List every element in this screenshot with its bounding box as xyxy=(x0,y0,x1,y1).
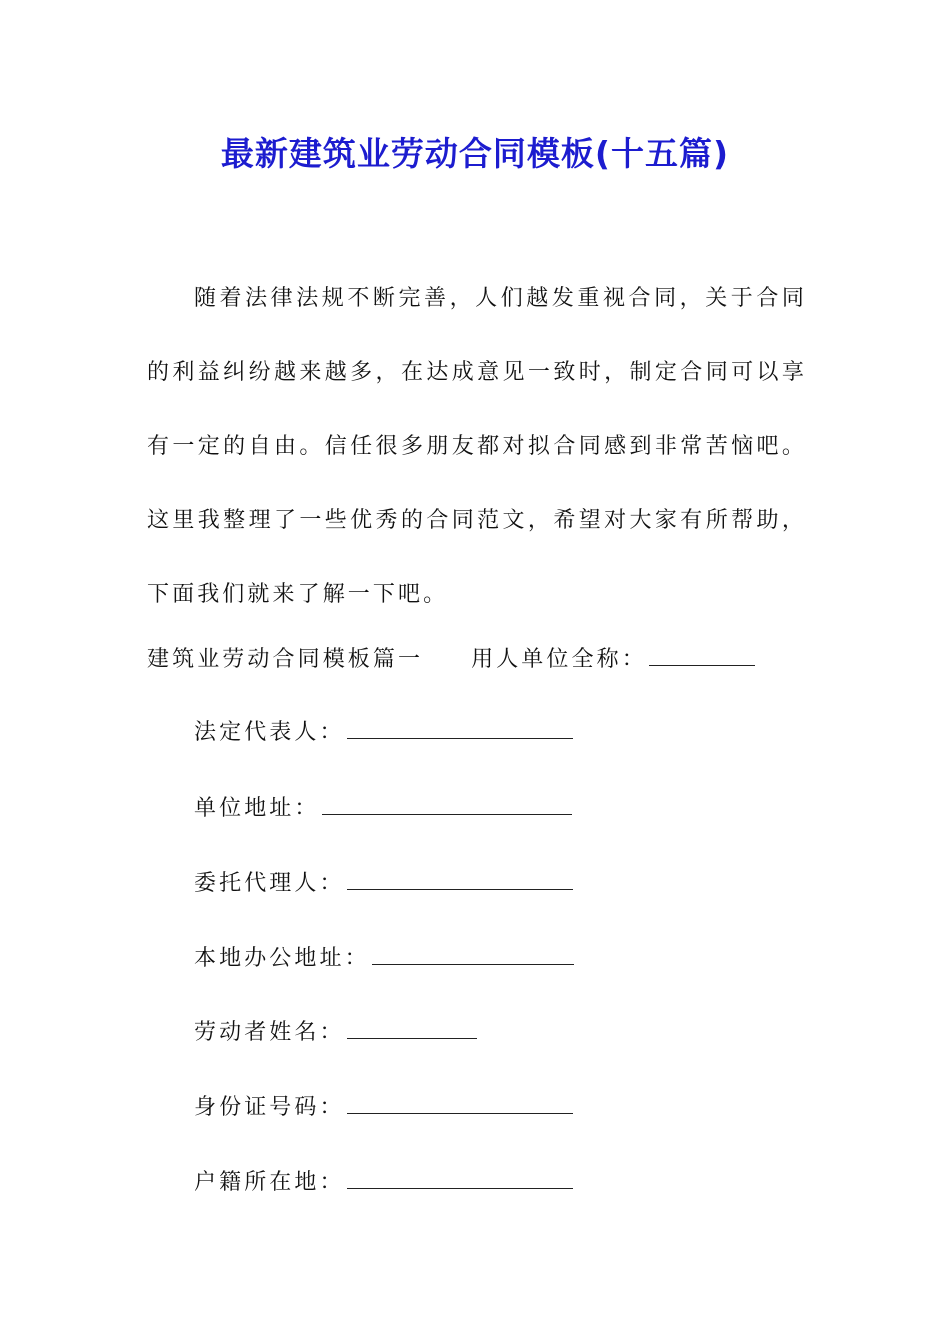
section-heading-line xyxy=(147,640,755,680)
employer-address-blank[interactable] xyxy=(322,792,572,815)
field-label: 劳动者姓名： xyxy=(194,1020,345,1045)
id-number-blank[interactable] xyxy=(347,1091,573,1114)
field-authorized-agent xyxy=(194,864,573,904)
field-label: 本地办公地址： xyxy=(194,946,370,971)
field-label: 户籍所在地： xyxy=(194,1170,345,1195)
field-label-employer-name: 用人单位全称： xyxy=(471,647,647,672)
field-household-registration xyxy=(194,1163,573,1203)
document-title: 最新建筑业劳动合同模板(十五篇) xyxy=(220,134,730,173)
field-legal-representative xyxy=(194,713,573,753)
local-office-address-blank[interactable] xyxy=(372,942,574,965)
field-worker-name xyxy=(194,1013,477,1053)
field-id-number xyxy=(194,1088,573,1128)
field-label: 身份证号码： xyxy=(194,1095,345,1120)
field-label: 法定代表人： xyxy=(194,720,345,745)
worker-name-blank[interactable] xyxy=(347,1016,477,1039)
section-heading: 建筑业劳动合同模板篇一 xyxy=(147,647,424,672)
legal-representative-blank[interactable] xyxy=(347,716,573,739)
household-registration-blank[interactable] xyxy=(347,1166,573,1189)
field-local-office-address xyxy=(194,939,574,979)
field-label: 单位地址： xyxy=(194,796,320,821)
employer-name-blank[interactable] xyxy=(649,643,755,666)
intro-paragraph: 随着法律法规不断完善，人们越发重视合同，关于合同的利益纠纷越来越多，在达成意见一致时，制定合同可以享有一定的自由。信任很多朋友都对拟合同感到非常苦恼吧。这里我整理了一些优秀的合同范文，希望对大家有所帮助，下面我们就来了解一下吧。 xyxy=(147,286,807,607)
field-employer-address xyxy=(194,789,572,829)
field-label: 委托代理人： xyxy=(194,871,345,896)
authorized-agent-blank[interactable] xyxy=(347,867,573,890)
